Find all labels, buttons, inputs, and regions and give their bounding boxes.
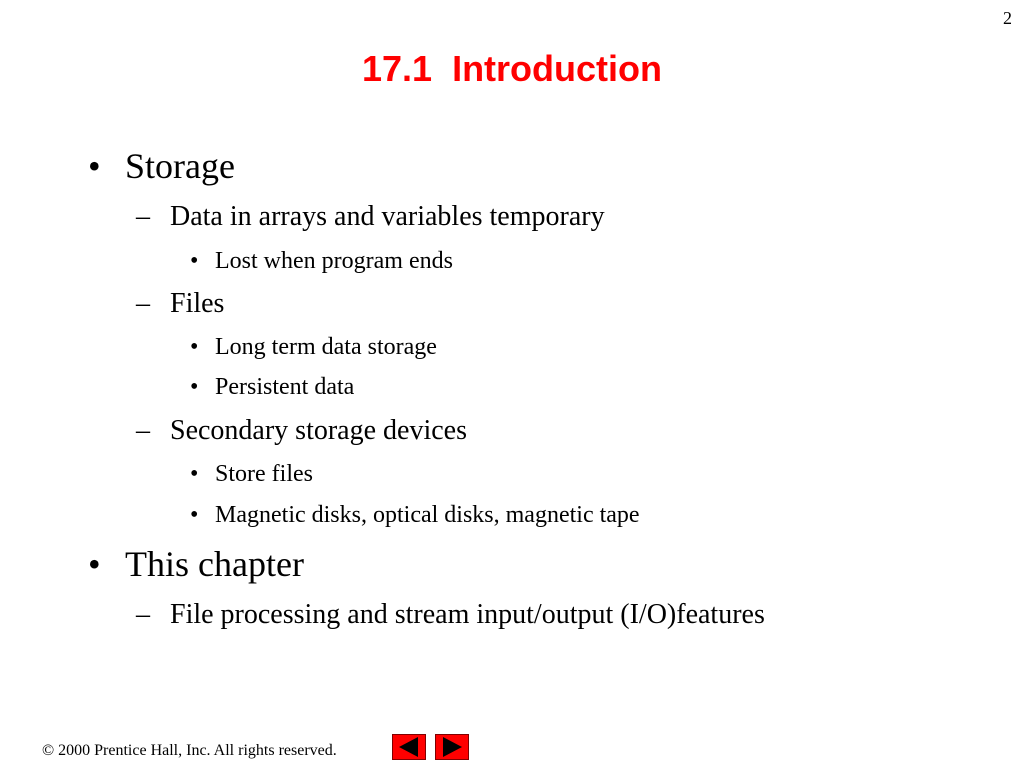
sub-sub-bullet-text: Persistent data	[215, 374, 355, 400]
section-title: Introduction	[452, 48, 663, 89]
copyright-text: 2000 Prentice Hall, Inc. All rights reserved.	[58, 742, 337, 759]
bullet-text: Storage	[125, 146, 235, 186]
sub-sub-bullet-text: Long term data storage	[215, 334, 437, 360]
bullet-marker: •	[190, 248, 199, 274]
page-number: 2	[1003, 8, 1012, 28]
section-number: 17.1	[361, 48, 433, 89]
sub-sub-bullet-text: Store files	[215, 461, 313, 487]
sub-sub-bullet-text: Magnetic disks, optical disks, magnetic tape	[215, 502, 640, 528]
bullet-text: This chapter	[125, 544, 304, 584]
sub-bullet-text: Files	[170, 288, 225, 319]
dash-marker: –	[136, 415, 150, 446]
bullet-marker: •	[190, 461, 199, 487]
next-slide-button[interactable]	[435, 734, 469, 760]
copyright-symbol: ©	[42, 742, 55, 759]
bullet-marker: •	[88, 544, 101, 584]
bullet-marker: •	[190, 374, 199, 400]
sub-bullet-text: Data in arrays and variables temporary	[170, 201, 605, 232]
left-arrow-icon	[393, 735, 425, 759]
bullet-marker: •	[88, 146, 101, 186]
right-arrow-icon	[436, 735, 468, 759]
sub-sub-bullet-text: Lost when program ends	[215, 248, 453, 274]
dash-marker: –	[136, 599, 150, 630]
bullet-marker: •	[190, 502, 199, 528]
previous-slide-button[interactable]	[392, 734, 426, 760]
slide-title	[0, 48, 1024, 90]
sub-bullet-text: File processing and stream input/output (I/O)features	[170, 599, 765, 630]
copyright-footer	[42, 742, 337, 760]
dash-marker: –	[136, 288, 150, 319]
dash-marker: –	[136, 201, 150, 232]
bullet-marker: •	[190, 334, 199, 360]
sub-bullet-text: Secondary storage devices	[170, 415, 467, 446]
